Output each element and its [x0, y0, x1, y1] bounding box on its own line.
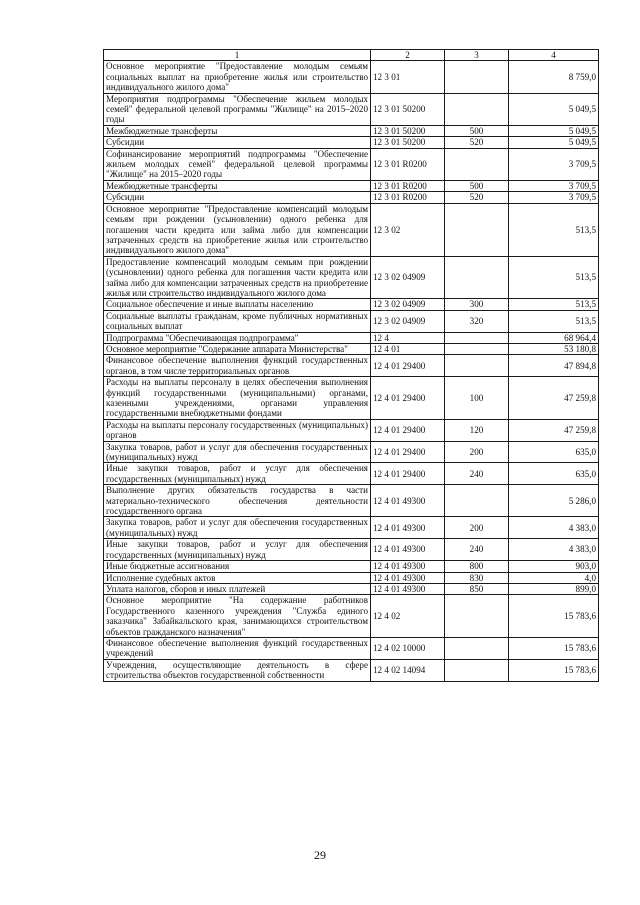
row-code: 12 4 01 29400 — [371, 441, 445, 463]
row-name: Субсидии — [104, 192, 371, 203]
row-code: 12 3 02 04909 — [371, 310, 445, 332]
row-name: Социальное обеспечение и иные выплаты населению — [104, 299, 371, 310]
header-col-1: 1 — [104, 50, 371, 61]
row-amount: 15 783,6 — [509, 659, 599, 681]
row-expense-type — [445, 203, 509, 256]
row-name: Учреждения, осуществляющие деятельность в сфере строительства объектов государственной собственности — [104, 659, 371, 681]
row-code: 12 3 01 R0200 — [371, 192, 445, 203]
row-code: 12 4 01 29400 — [371, 377, 445, 420]
row-name: Финансовое обеспечение выполнения функций государственных учреждений — [104, 637, 371, 659]
row-amount: 513,5 — [509, 310, 599, 332]
row-amount: 899,0 — [509, 583, 599, 594]
row-code: 12 3 01 R0200 — [371, 180, 445, 191]
table-row — [104, 148, 599, 180]
row-amount: 3 709,5 — [509, 192, 599, 203]
table-row — [104, 310, 599, 332]
row-name: Уплата налогов, сборов и иных платежей — [104, 583, 371, 594]
table-row — [104, 485, 599, 517]
row-code: 12 4 01 29400 — [371, 419, 445, 441]
row-expense-type — [445, 148, 509, 180]
row-expense-type: 520 — [445, 137, 509, 148]
row-amount: 4,0 — [509, 572, 599, 583]
row-expense-type: 500 — [445, 180, 509, 191]
row-expense-type: 520 — [445, 192, 509, 203]
row-code: 12 4 01 — [371, 343, 445, 354]
row-name: Закупка товаров, работ и услуг для обеспечения государственных (муниципальных) нужд — [104, 517, 371, 539]
row-code: 12 3 01 50200 — [371, 137, 445, 148]
row-expense-type — [445, 355, 509, 377]
budget-table — [103, 49, 599, 682]
row-code: 12 3 01 — [371, 61, 445, 93]
row-amount: 47 259,8 — [509, 377, 599, 420]
row-expense-type — [445, 595, 509, 638]
row-amount: 68 964,4 — [509, 332, 599, 343]
row-expense-type — [445, 485, 509, 517]
row-name: Иные закупки товаров, работ и услуг для обеспечения государственных (муниципальных) нужд — [104, 539, 371, 561]
table-row — [104, 343, 599, 354]
row-amount: 53 180,8 — [509, 343, 599, 354]
row-code: 12 3 01 R0200 — [371, 148, 445, 180]
row-code: 12 4 02 10000 — [371, 637, 445, 659]
row-name: Мероприятия подпрограммы "Обеспечение жильем молодых семей" федеральной целевой программы "Жилище" на 2015–2020 годы — [104, 93, 371, 125]
table-header-row — [104, 50, 599, 61]
row-code: 12 4 01 49300 — [371, 485, 445, 517]
row-expense-type: 240 — [445, 463, 509, 485]
row-amount: 15 783,6 — [509, 637, 599, 659]
row-amount: 635,0 — [509, 463, 599, 485]
page-number: 29 — [314, 848, 326, 862]
row-name: Исполнение судебных актов — [104, 572, 371, 583]
row-amount: 513,5 — [509, 299, 599, 310]
row-code: 12 3 02 04909 — [371, 256, 445, 299]
row-amount: 47 894,8 — [509, 355, 599, 377]
row-amount: 5 049,5 — [509, 137, 599, 148]
table-row — [104, 61, 599, 93]
row-name: Софинансирование мероприятий подпрограммы "Обеспечение жильем молодых семей" федеральной целевой программы "Жилище" на 2015–2020 годы — [104, 148, 371, 180]
row-name: Предоставление компенсаций молодым семьям при рождении (усыновлении) одного ребенка для погашения части кредита или займа либо для компенсации затраченных средств на приобретение жилья или строительство индивидуального жилого дома — [104, 256, 371, 299]
row-code: 12 4 01 29400 — [371, 355, 445, 377]
row-amount: 4 383,0 — [509, 539, 599, 561]
row-expense-type: 800 — [445, 561, 509, 572]
table-row — [104, 572, 599, 583]
row-name: Выполнение других обязательств государства в части материально-технического обеспечения деятельности государственного органа — [104, 485, 371, 517]
row-expense-type: 120 — [445, 419, 509, 441]
header-col-2: 2 — [371, 50, 445, 61]
row-amount: 47 259,8 — [509, 419, 599, 441]
table-row — [104, 299, 599, 310]
row-name: Иные бюджетные ассигнования — [104, 561, 371, 572]
table-row — [104, 125, 599, 136]
row-code: 12 4 01 49300 — [371, 517, 445, 539]
row-name: Закупка товаров, работ и услуг для обеспечения государственных (муниципальных) нужд — [104, 441, 371, 463]
row-expense-type — [445, 659, 509, 681]
row-amount: 635,0 — [509, 441, 599, 463]
row-amount: 4 383,0 — [509, 517, 599, 539]
row-name: Основное мероприятие "Содержание аппарата Министерства" — [104, 343, 371, 354]
row-code: 12 4 01 49300 — [371, 561, 445, 572]
row-name: Иные закупки товаров, работ и услуг для обеспечения государственных (муниципальных) нужд — [104, 463, 371, 485]
table-row — [104, 583, 599, 594]
row-name: Расходы на выплаты персоналу государственных (муниципальных) органов — [104, 419, 371, 441]
row-code: 12 3 02 04909 — [371, 299, 445, 310]
row-expense-type — [445, 93, 509, 125]
table-row — [104, 517, 599, 539]
row-name: Межбюджетные трансферты — [104, 180, 371, 191]
row-code: 12 4 01 49300 — [371, 539, 445, 561]
row-expense-type — [445, 343, 509, 354]
table-row — [104, 203, 599, 256]
row-amount: 513,5 — [509, 203, 599, 256]
table-row — [104, 637, 599, 659]
row-code: 12 4 — [371, 332, 445, 343]
row-name: Финансовое обеспечение выполнения функций государственных органов, в том числе территориальных органов — [104, 355, 371, 377]
table-row — [104, 659, 599, 681]
row-name: Основное мероприятие "Предоставление компенсаций молодым семьям при рождении (усыновлении) одного ребенка для погашения части кредита или займа либо для компенсации затраченных средств на приобретение жилья или строительство индивидуального жилого дома" — [104, 203, 371, 256]
row-expense-type — [445, 256, 509, 299]
header-col-4: 4 — [509, 50, 599, 61]
row-expense-type — [445, 637, 509, 659]
table-row — [104, 256, 599, 299]
row-expense-type: 200 — [445, 441, 509, 463]
row-name: Основное мероприятие "На содержание работников Государственного казенного учреждения "Служба единого заказчика" Забайкальского края, занимающихся строительством объектов гражданского назначения" — [104, 595, 371, 638]
table-row — [104, 355, 599, 377]
row-amount: 8 759,0 — [509, 61, 599, 93]
budget-table-body — [104, 50, 599, 682]
table-row — [104, 463, 599, 485]
table-row — [104, 595, 599, 638]
row-name: Расходы на выплаты персоналу в целях обеспечения выполнения функций государственными (муниципальными) органами, казенными учреждениями, органами управления государственными внебюджетными фондами — [104, 377, 371, 420]
row-expense-type: 850 — [445, 583, 509, 594]
row-name: Социальные выплаты гражданам, кроме публичных нормативных социальных выплат — [104, 310, 371, 332]
row-amount: 903,0 — [509, 561, 599, 572]
row-expense-type: 200 — [445, 517, 509, 539]
table-row — [104, 539, 599, 561]
row-code: 12 3 01 50200 — [371, 125, 445, 136]
row-name: Межбюджетные трансферты — [104, 125, 371, 136]
row-amount: 5 049,5 — [509, 125, 599, 136]
row-name: Субсидии — [104, 137, 371, 148]
row-code: 12 4 02 14094 — [371, 659, 445, 681]
row-expense-type: 240 — [445, 539, 509, 561]
row-amount: 3 709,5 — [509, 180, 599, 191]
row-expense-type: 830 — [445, 572, 509, 583]
table-row — [104, 332, 599, 343]
row-expense-type: 300 — [445, 299, 509, 310]
row-code: 12 4 01 49300 — [371, 583, 445, 594]
row-amount: 5 286,0 — [509, 485, 599, 517]
row-expense-type — [445, 332, 509, 343]
row-expense-type: 500 — [445, 125, 509, 136]
row-code: 12 3 01 50200 — [371, 93, 445, 125]
table-row — [104, 561, 599, 572]
row-name: Основное мероприятие "Предоставление молодым семьям социальных выплат на приобретение жилья или строительство индивидуального жилого дома" — [104, 61, 371, 93]
row-amount: 513,5 — [509, 256, 599, 299]
table-row — [104, 180, 599, 191]
row-expense-type — [445, 61, 509, 93]
row-name: Подпрограмма "Обеспечивающая подпрограмма" — [104, 332, 371, 343]
table-row — [104, 137, 599, 148]
row-expense-type: 100 — [445, 377, 509, 420]
row-expense-type: 320 — [445, 310, 509, 332]
row-code: 12 4 02 — [371, 595, 445, 638]
table-row — [104, 192, 599, 203]
table-row — [104, 419, 599, 441]
row-code: 12 4 01 49300 — [371, 572, 445, 583]
row-amount: 5 049,5 — [509, 93, 599, 125]
table-row — [104, 441, 599, 463]
row-code: 12 3 02 — [371, 203, 445, 256]
header-col-3: 3 — [445, 50, 509, 61]
row-code: 12 4 01 29400 — [371, 463, 445, 485]
row-amount: 15 783,6 — [509, 595, 599, 638]
row-amount: 3 709,5 — [509, 148, 599, 180]
table-row — [104, 377, 599, 420]
table-row — [104, 93, 599, 125]
